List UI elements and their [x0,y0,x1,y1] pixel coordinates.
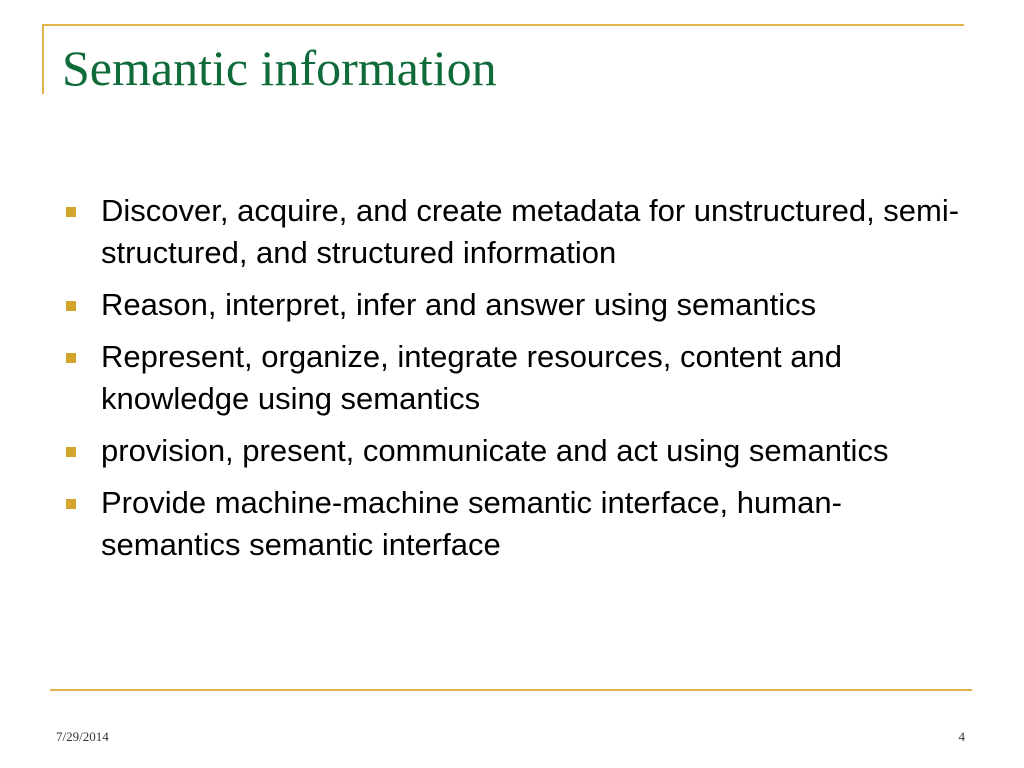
square-bullet-icon [66,447,76,457]
footer-date: 7/29/2014 [56,729,109,744]
bullet-item [66,336,966,420]
square-bullet-icon [66,353,76,363]
bullet-text: Discover, acquire, and create metadata for unstructured, semi-structured, and structured information [101,193,960,270]
page-number: 4 [958,729,965,744]
square-bullet-icon [66,207,76,217]
bullet-list [66,190,966,576]
bullet-text: provision, present, communicate and act using semantics [101,433,889,468]
bullet-item [66,284,966,326]
bullet-text: Represent, organize, integrate resources, content and knowledge using semantics [101,339,843,416]
left-rule [42,24,44,94]
bullet-item [66,430,966,472]
bullet-item [66,482,966,566]
bottom-rule [50,689,972,691]
slide-title: Semantic information [62,40,497,96]
bullet-item [66,190,966,274]
square-bullet-icon [66,301,76,311]
bullet-text: Provide machine-machine semantic interface, human-semantics semantic interface [101,485,842,562]
square-bullet-icon [66,499,76,509]
bullet-text: Reason, interpret, infer and answer using semantics [101,287,817,322]
top-rule [42,24,964,26]
